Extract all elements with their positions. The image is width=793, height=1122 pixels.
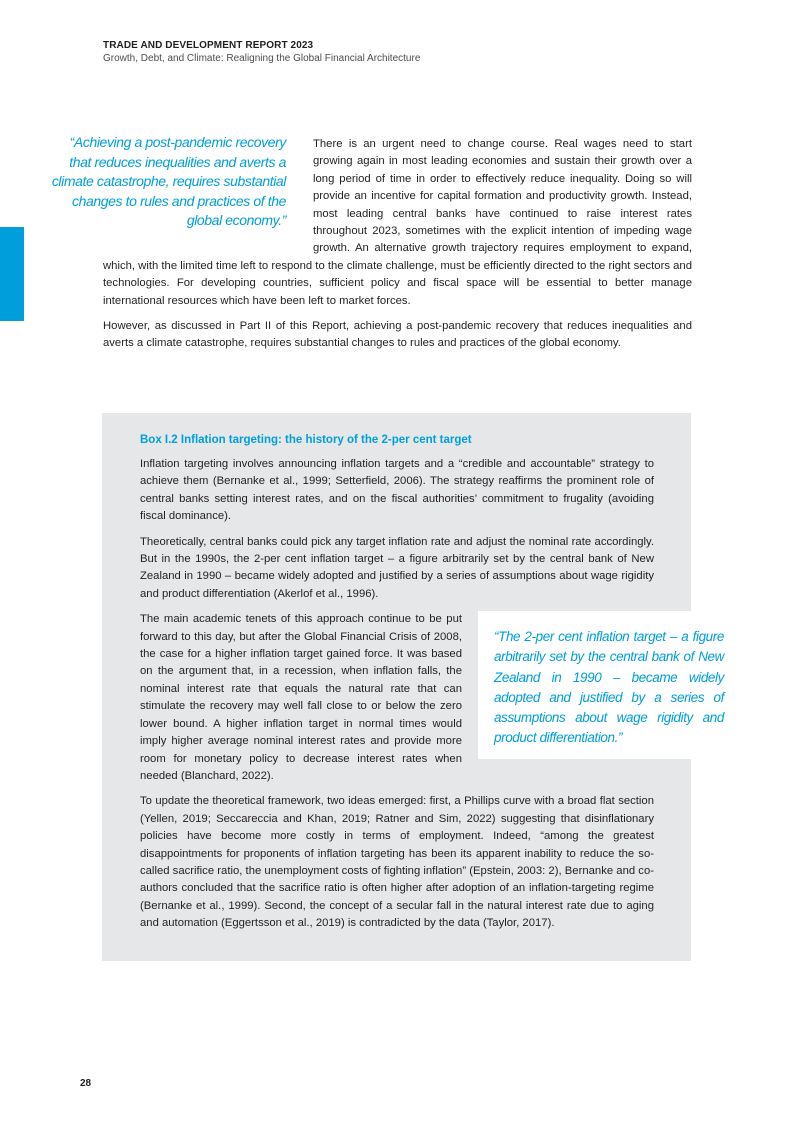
- box-title: Box I.2 Inflation targeting: the history of the 2-per cent target: [140, 434, 472, 446]
- intro-paragraph: However, as discussed in Part II of this Report, achieving a post-pandemic recovery that reduces inequalities and averts a climate catastrophe, requires substantial changes to rules and practices of the global economy.: [103, 320, 692, 350]
- box-content: [140, 430, 724, 941]
- running-header: [103, 39, 420, 65]
- box-inflation-targeting: [102, 413, 724, 961]
- pullquote-spacer: [103, 136, 313, 242]
- box-paragraph: Theoretically, central banks could pick any target inflation rate and adjust the nominal rate accordingly. But in the 1990s, the 2-per cent inflation target – a figure arbitrarily set by the central bank of New Zealand in 1990 – became widely adopted and justified by a series of assumptions about wage rigidity and product differentiation (Akerlof et al., 1996).: [140, 535, 654, 600]
- chapter-side-tab: [0, 227, 24, 321]
- pullquote-two-percent: “The 2-per cent inflation target – a figure arbitrarily set by the central bank of New Zealand in 1990 – became widely adopted and justified by a series of assumptions about wage rigidity and product differentiation.”: [494, 629, 724, 746]
- pullquote-recovery: “Achieving a post-pandemic recovery that reduces inequalities and averts a climate catastrophe, requires substantial changes to rules and practices of the global economy.”: [51, 134, 286, 228]
- box-paragraph: Inflation targeting involves announcing inflation targets and a “credible and accountable” strategy to achieve them (Bernanke et al., 1999; Setterfield, 2006). The strategy reaffirms the prominent role of central banks setting interest rates, and on the fiscal authorities’ commitment to frugality (avoiding fiscal dominance).: [140, 458, 654, 523]
- intro-section: [103, 136, 692, 361]
- page-number: 28: [80, 1078, 92, 1089]
- box-paragraph: To update the theoretical framework, two ideas emerged: first, a Phillips curve with a broad flat section (Yellen, 2019; Seccareccia and Khan, 2019; Ratner and Sim, 2022) suggesting that disinflationary policies have become more costly in terms of employment. Indeed, “among the greatest disappointments for proponents of inflation targeting has been its apparent inability to reduce the so-called sacrifice ratio, the unemployment costs of fighting inflation” (Epstein, 2003: 2), Bernanke and co-authors concluded that the sacrifice ratio is often higher after adoption of an inflation-targeting regime (Bernanke et al., 1999). Second, the concept of a secular fall in the natural interest rate due to aging and automation (Eggertsson et al., 2019) is contradicted by the data (Taylor, 2017).: [140, 795, 654, 930]
- intro-paragraph: There is an urgent need to change course. Real wages need to start growing again in most leading economies and sustain their growth over a long period of time in order to effectively reduce inequality. Doing so will provide an incentive for capital formation and productivity growth. Instead, most leading central banks have continued to raise interest rates throughout 2023, sometimes with the explicit intention of impeding wage growth. An alternative growth trajectory requires employment to expand, which, with the limited time left to respond to the climate challenge, must be efficiently directed to the right sectors and technologies. For developing countries, sufficient policy and fiscal space will be essential to better manage international resources which have been left to market forces.: [103, 138, 692, 307]
- report-title: TRADE AND DEVELOPMENT REPORT 2023: [103, 40, 314, 51]
- box-paragraph: The main academic tenets of this approach continue to be put forward to this day, but after the Global Financial Crisis of 2008, the case for a higher inflation target gained force. It was based on the argument that, in a recession, when inflation falls, the nominal interest rate that equals the natural rate that can stimulate the recovery may well fall close to or below the zero lower bound. A higher inflation target in normal times would imply higher average nominal interest rates and provide more room for monetary policy to decrease interest rates when needed (Blanchard, 2022).: [140, 613, 462, 782]
- box-pullquote-panel: [478, 611, 724, 759]
- report-subtitle: Growth, Debt, and Climate: Realigning the Global Financial Architecture: [103, 53, 421, 64]
